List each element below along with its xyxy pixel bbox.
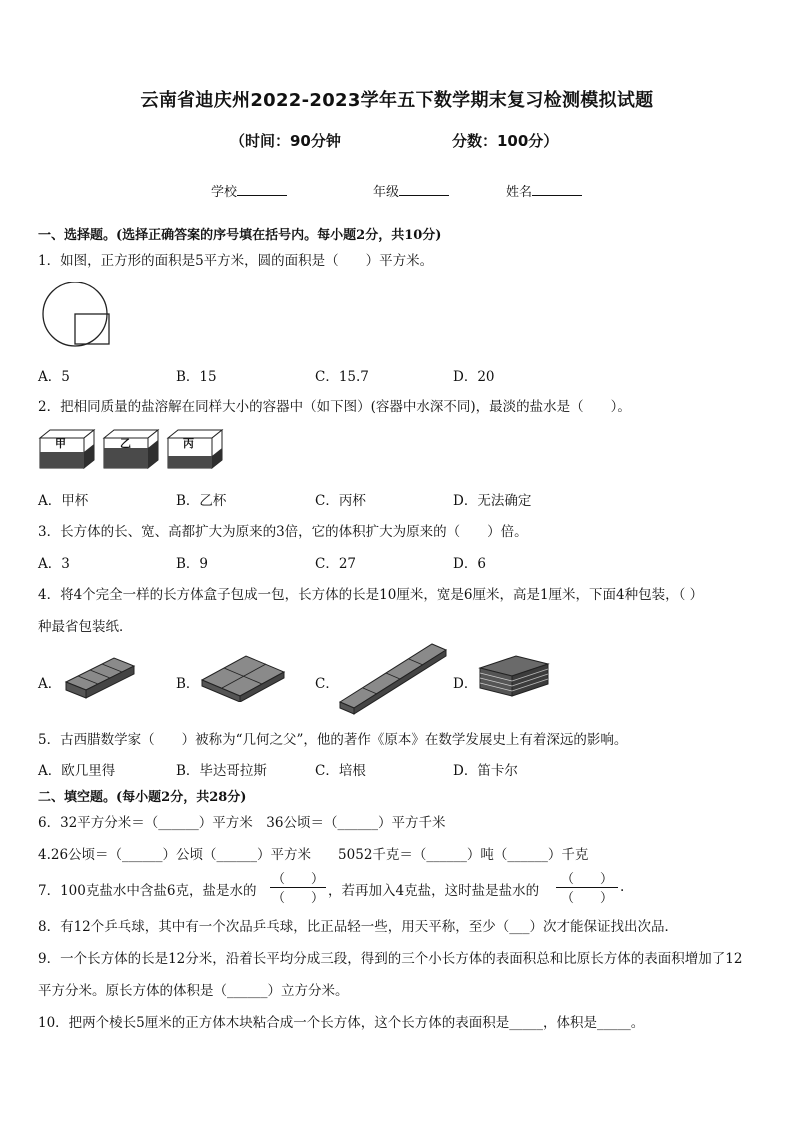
q7-fraction-2-numerator: （ ） [560,872,613,887]
q3-option-d[interactable]: D．6 [453,556,486,572]
question-9-line1: 9．一个长方体的长是12分米，沿着长平均分成三段，得到的三个小长方体的表面积总和比原长方体的表面积增加了12 [38,951,743,967]
question-6-line1: 6．32平方分米＝（______）平方米 36公顷＝（______）平方千米 [38,815,446,831]
cup-label-bing: 丙 [183,437,194,450]
section1-heading: 一、选择题。(选择正确答案的序号填在括号内。每小题2分，共10分) [38,228,442,243]
q3-option-b[interactable]: B．9 [176,556,209,572]
q4-option-b[interactable]: B． [176,676,200,692]
cup-yi [104,430,158,468]
cup-jia [40,430,94,468]
cup-label-jia: 甲 [55,437,66,450]
q5-option-a[interactable]: A．欧几里得 [38,763,116,779]
q1-option-d[interactable]: D．20 [453,369,495,385]
question-4-line1: 4．将4个完全一样的长方体盒子包成一包，长方体的长是10厘米，宽是6厘米，高是1厘米，下面4种包装，（ ） [38,587,704,603]
q7-fraction-2-denominator: （ ） [560,891,613,906]
containers-figure [38,426,228,472]
q7-fraction-1[interactable] [270,868,326,906]
q2-option-b[interactable]: B．乙杯 [176,493,227,509]
q2-option-d[interactable]: D．无法确定 [453,493,532,509]
cup-bing [168,430,222,468]
question-7-part1: 7．100克盐水中含盐6克，盐是水的 [38,883,257,899]
q7-fraction-1-numerator: （ ） [271,872,324,887]
q5-option-b[interactable]: B．毕达哥拉斯 [176,763,267,779]
grade-field[interactable]: 年级 [373,181,449,200]
q4-option-d[interactable]: D． [453,676,478,692]
q3-option-c[interactable]: C．27 [315,556,357,572]
q2-option-c[interactable]: C．丙杯 [315,493,366,509]
q5-option-d[interactable]: D．笛卡尔 [453,763,518,779]
question-9-line2: 平方分米。原长方体的体积是（______）立方分米。 [38,983,349,999]
page-title: 云南省迪庆州2022-2023学年五下数学期末复习检测模拟试题 [140,90,654,111]
q4-option-a[interactable]: A． [38,676,62,692]
exam-time: （时间：90分钟 [230,132,341,150]
q1-option-c[interactable]: C．15.7 [315,369,369,385]
name-field[interactable]: 姓名 [506,181,582,200]
q3-option-a[interactable]: A．3 [38,556,70,572]
package-b-figure [198,650,288,702]
question-3: 3．长方体的长、宽、高都扩大为原来的3倍，它的体积扩大为原来的（ ）倍。 [38,524,528,540]
q1-option-b[interactable]: B．15 [176,369,217,385]
question-7-end: . [620,879,625,895]
question-4-line2: 种最省包装纸． [38,619,133,635]
question-8: 8．有12个乒乓球，其中有一个次品乒乓球，比正品轻一些，用天平称，至少（___）次才能保证找出次品． [38,919,679,935]
question-10: 10．把两个棱长5厘米的正方体木块粘合成一个长方体，这个长方体的表面积是_____，体积是_____。 [38,1015,645,1031]
q1-option-a[interactable]: A．5 [38,369,70,385]
question-2: 2．把相同质量的盐溶解在同样大小的容器中（如下图）(容器中水深不同)，最淡的盐水是（ ）。 [38,399,631,415]
question-5: 5．古西腊数学家（ ）被称为“几何之父”，他的著作《原本》在数学发展史上有着深远的影响。 [38,732,628,748]
q5-option-c[interactable]: C．培根 [315,763,366,779]
package-c-figure [336,640,450,716]
exam-score: 分数：100分） [452,132,559,150]
question-7-part2: ，若再加入4克盐，这时盐是盐水的 [328,883,540,899]
section2-heading: 二、填空题。(每小题2分，共28分) [38,790,247,805]
package-d-figure [476,652,552,700]
q7-fraction-2[interactable] [556,868,618,906]
package-a-figure [62,652,138,700]
question-6-line2: 4.26公顷＝（______）公顷（______）平方米 5052千克＝（______）吨（______）千克 [38,847,589,863]
question-1: 1．如图，正方形的面积是5平方米，圆的面积是（ ）平方米。 [38,253,434,269]
q7-fraction-1-denominator: （ ） [271,891,324,906]
school-field[interactable]: 学校 [211,181,287,200]
q4-option-c[interactable]: C． [315,676,339,692]
q2-option-a[interactable]: A．甲杯 [38,493,89,509]
cup-label-yi: 乙 [120,437,131,450]
circle-square-figure [38,282,116,348]
